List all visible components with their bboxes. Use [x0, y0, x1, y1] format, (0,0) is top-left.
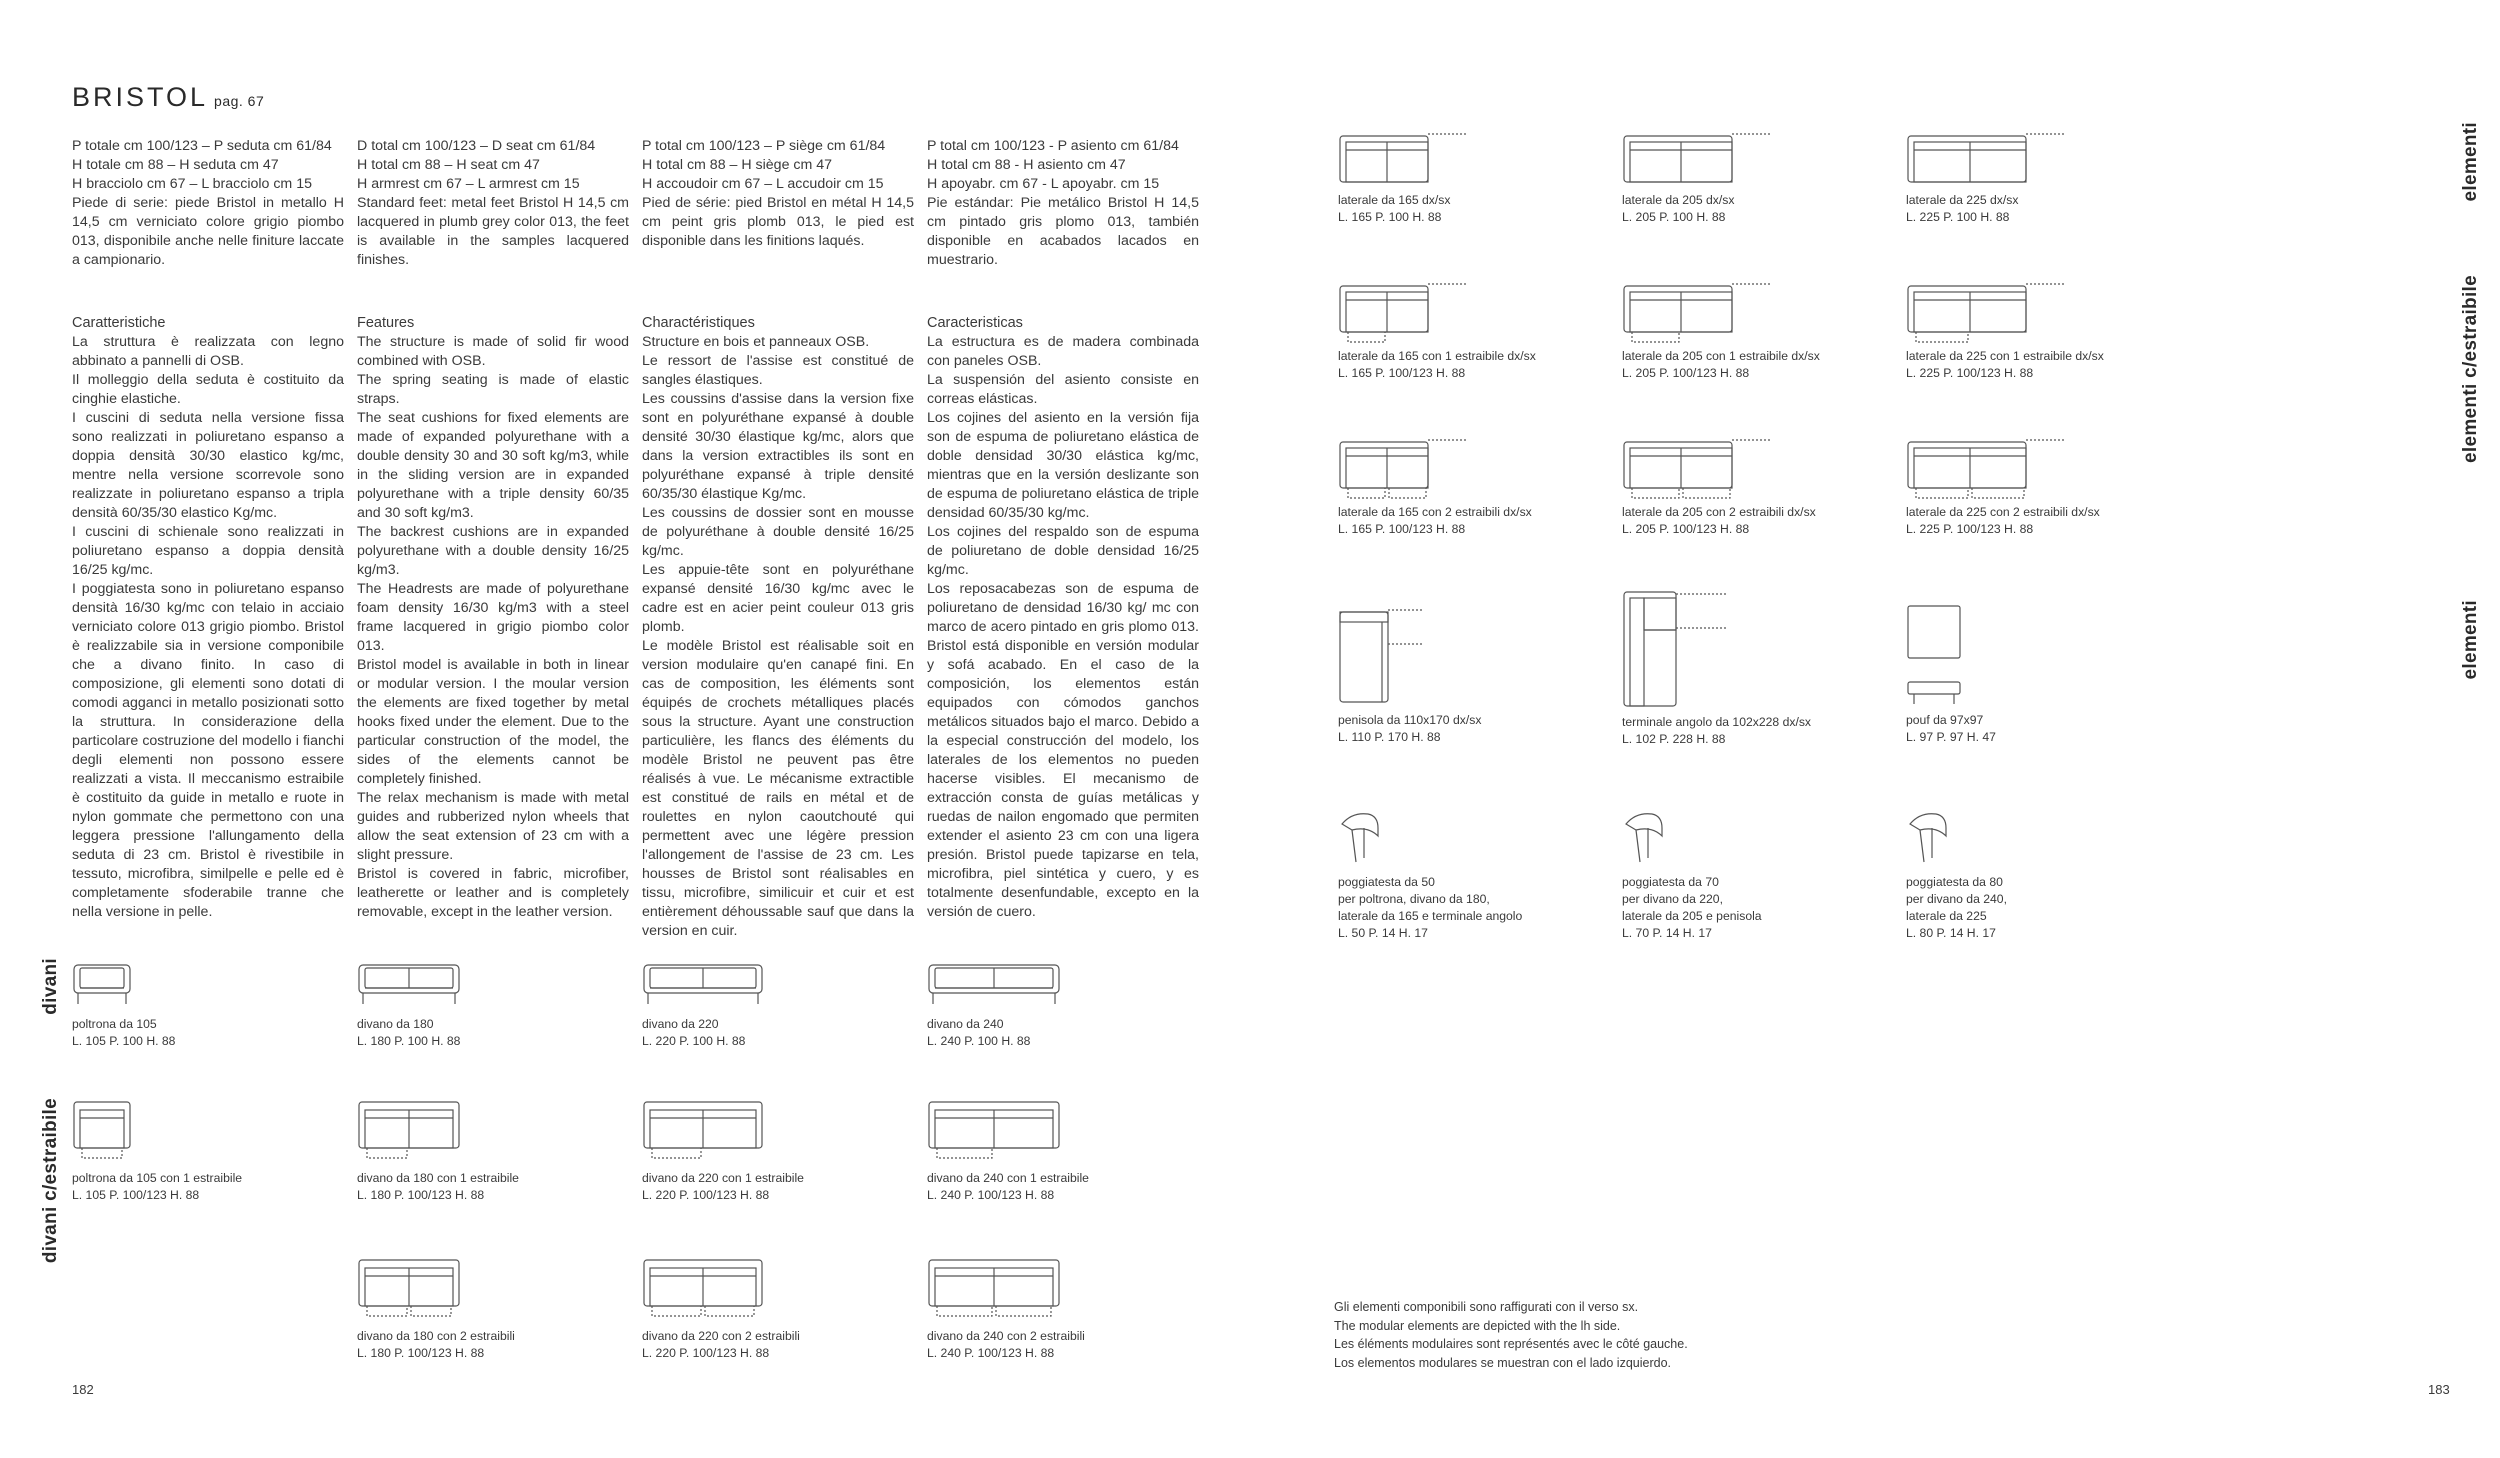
product-dims: L. 97 P. 97 H. 47 — [1906, 730, 1996, 744]
features-paragraph: I cuscini di schienale sono realizzati in poliuretano espanso a doppia densità 16/25 kg/mc. — [72, 524, 344, 578]
features-paragraph: La struttura è realizzata con legno abbinato a pannelli di OSB. — [72, 334, 344, 369]
product-dims: L. 180 P. 100 H. 88 — [357, 1034, 461, 1048]
spec-line: Pie estándar: Pie metálico Bristol H 14,5 cm pintado gris plomo 013, también disponible en acabados lacados en muestrario. — [927, 195, 1199, 268]
headrest-line: laterale da 205 e penisola — [1622, 909, 1762, 923]
product-terminale-angolo — [1622, 588, 1892, 748]
headrest-line: laterale da 165 e terminale angolo — [1338, 909, 1523, 923]
product-name: divano da 180 con 2 estraibili — [357, 1329, 515, 1343]
features-paragraph: Structure en bois et panneaux OSB. — [642, 334, 870, 350]
sofa-top-drawing — [357, 1258, 461, 1320]
modular-note — [1334, 1298, 1688, 1372]
product-dims: L. 225 P. 100/123 H. 88 — [1906, 366, 2034, 380]
product-divano-180 — [357, 960, 627, 1050]
product-dims: L. 205 P. 100 H. 88 — [1622, 210, 1726, 224]
features-paragraph: Le modèle Bristol est réalisable soit en version modulaire qu'en canapé fini. En cas de composition, les éléments sont équipés de crochets métalliques placés sous la structure. Ayant une construction particulière, les flancs des éléments du modèle Bristol ne peuvent pas être réalisés à vue. Le mécanisme extractible est constitué de rails en métal et de roulettes en nylon caoutchouté qui permettent avec une légère pression l'allongement de l'assise de 23 cm. Les housses de Bristol sont réalisables en tissu, microfibre, similicuir et cuir et est entièrement déhoussable sauf que dans la version en cuir. — [642, 638, 914, 939]
features-paragraph: The structure is made of solid fir wood combined with OSB. — [357, 334, 629, 369]
product-name: laterale da 165 con 2 estraibili dx/sx — [1338, 505, 1532, 519]
product-name: laterale da 165 dx/sx — [1338, 193, 1451, 207]
features-paragraph: Los cojines del asiento en la versión fija son de espuma de poliuretano elástica de doble densidad 30/30 elástica kg/mc, mientras que en la versión deslizante son de espuma de poliuretano elástica de triple densidad 60/35/30 kg/mc. — [927, 410, 1199, 521]
spec-line: P total cm 100/123 – P siège cm 61/84 — [642, 138, 886, 154]
product-dims: L. 180 P. 100/123 H. 88 — [357, 1346, 485, 1360]
product-dims: L. 110 P. 170 H. 88 — [1338, 730, 1441, 744]
element-top-drawing — [1338, 606, 1428, 708]
product-name: laterale da 165 con 1 estraibile dx/sx — [1338, 349, 1536, 363]
product-dims: L. 240 P. 100/123 H. 88 — [927, 1188, 1055, 1202]
headrest-dims: L. 70 P. 14 H. 17 — [1622, 926, 1712, 940]
product-laterale-225-2-estraibili — [1906, 436, 2176, 538]
side-label-elementi-estraibile: elementi c/estraibile — [2460, 275, 2481, 463]
headrest-drawing — [1906, 810, 1950, 866]
element-top-drawing — [1622, 130, 1772, 188]
product-name: pouf da 97x97 — [1906, 713, 1984, 727]
spec-column-fr — [642, 137, 914, 251]
headrest-line: laterale da 225 — [1906, 909, 1987, 923]
headrest-drawing — [1338, 810, 1382, 866]
product-dims: L. 240 P. 100/123 H. 88 — [927, 1346, 1055, 1360]
product-laterale-165-2-estraibili — [1338, 436, 1608, 538]
features-paragraph: Il molleggio della seduta è costituito da cinghie elastiche. — [72, 372, 344, 407]
side-label-divani-estraibile: divani c/estraibile — [40, 1098, 61, 1264]
element-top-drawing — [1622, 280, 1772, 344]
product-laterale-205-2-estraibili — [1622, 436, 1892, 538]
product-dims: L. 225 P. 100/123 H. 88 — [1906, 522, 2034, 536]
spec-line: H total cm 88 - H asiento cm 47 — [927, 157, 1126, 173]
page-ref: pag. 67 — [214, 93, 265, 109]
features-column-it — [72, 314, 344, 922]
headrest-line: per poltrona, divano da 180, — [1338, 892, 1490, 906]
sofa-top-drawing — [72, 1100, 132, 1162]
spec-line: H total cm 88 – H siège cm 47 — [642, 157, 833, 173]
note-line: Gli elementi componibili sono raffigurati con il verso sx. — [1334, 1300, 1639, 1314]
spec-line: H totale cm 88 – H seduta cm 47 — [72, 157, 279, 173]
page-number-right: 183 — [2428, 1382, 2450, 1397]
product-penisola — [1338, 606, 1608, 746]
element-top-drawing — [1622, 436, 1772, 500]
title-text: BRISTOL — [72, 82, 209, 112]
product-name: laterale da 205 con 2 estraibili dx/sx — [1622, 505, 1816, 519]
product-name: divano da 180 con 1 estraibile — [357, 1171, 519, 1185]
product-dims: L. 165 P. 100/123 H. 88 — [1338, 522, 1466, 536]
headrest-line: poggiatesta da 50 — [1338, 875, 1435, 889]
sofa-front-drawing — [642, 960, 764, 1008]
spec-line: D total cm 100/123 – D seat cm 61/84 — [357, 138, 596, 154]
spec-line: H apoyabr. cm 67 - L apoyabr. cm 15 — [927, 176, 1160, 192]
page-number-left: 182 — [72, 1382, 94, 1397]
product-poltrona-105 — [72, 960, 342, 1050]
product-poggiatesta-50 — [1338, 810, 1608, 942]
product-dims: L. 220 P. 100/123 H. 88 — [642, 1188, 770, 1202]
spec-line: H total cm 88 – H seat cm 47 — [357, 157, 540, 173]
features-paragraph: La estructura es de madera combinada con paneles OSB. — [927, 334, 1199, 369]
features-heading: Charactéristiques — [642, 315, 755, 331]
product-laterale-165-estraibile — [1338, 280, 1608, 382]
product-laterale-225 — [1906, 130, 2176, 226]
product-dims: L. 105 P. 100/123 H. 88 — [72, 1188, 200, 1202]
element-top-drawing — [1338, 130, 1468, 188]
product-dims: L. 180 P. 100/123 H. 88 — [357, 1188, 485, 1202]
spec-column-en — [357, 137, 629, 270]
product-dims: L. 225 P. 100 H. 88 — [1906, 210, 2010, 224]
sofa-top-drawing — [642, 1100, 764, 1162]
spec-line: Piede di serie: piede Bristol in metallo H 14,5 cm verniciato colore grigio piombo 013, disponibile anche nelle finiture laccate a campionario. — [72, 195, 344, 268]
product-dims: L. 205 P. 100/123 H. 88 — [1622, 522, 1750, 536]
headrest-line: per divano da 220, — [1622, 892, 1723, 906]
product-name: poltrona da 105 — [72, 1017, 157, 1031]
features-heading: Features — [357, 315, 415, 331]
headrest-line: poggiatesta da 80 — [1906, 875, 2003, 889]
product-name: divano da 180 — [357, 1017, 434, 1031]
features-paragraph: Le ressort de l'assise est constitué de sangles élastiques. — [642, 353, 914, 388]
headrest-line: poggiatesta da 70 — [1622, 875, 1719, 889]
product-name: laterale da 225 dx/sx — [1906, 193, 2019, 207]
features-paragraph: La suspensión del asiento consiste en correas elásticas. — [927, 372, 1199, 407]
product-dims: L. 220 P. 100 H. 88 — [642, 1034, 746, 1048]
features-paragraph: Bristol model is available in both in linear or modular version. I the moular version the elements are fixed together by metal hooks fixed under the element. Due to the particular construction of the model, the sides of the elements cannot be completely finished. — [357, 657, 629, 787]
product-name: divano da 240 con 1 estraibile — [927, 1171, 1089, 1185]
element-top-drawing — [1338, 280, 1468, 344]
sofa-top-drawing — [357, 1100, 461, 1162]
sofa-front-drawing — [927, 960, 1061, 1008]
product-name: divano da 240 con 2 estraibili — [927, 1329, 1085, 1343]
side-label-elementi: elementi — [2460, 122, 2481, 202]
product-divano-180-estraibile — [357, 1100, 627, 1204]
features-heading: Caracteristicas — [927, 315, 1023, 331]
note-line: Los elementos modulares se muestran con el lado izquierdo. — [1334, 1355, 1671, 1370]
product-name: laterale da 205 dx/sx — [1622, 193, 1735, 207]
features-heading: Caratteristiche — [72, 315, 166, 331]
spec-column-es — [927, 137, 1199, 270]
headrest-line: per divano da 240, — [1906, 892, 2007, 906]
product-dims: L. 220 P. 100/123 H. 88 — [642, 1346, 770, 1360]
product-name: laterale da 205 con 1 estraibile dx/sx — [1622, 349, 1820, 363]
product-divano-220-estraibile — [642, 1100, 912, 1204]
product-name: divano da 220 — [642, 1017, 719, 1031]
spec-line: H bracciolo cm 67 – L bracciolo cm 15 — [72, 176, 312, 192]
spec-line: P total cm 100/123 - P asiento cm 61/84 — [927, 138, 1179, 154]
product-name: penisola da 110x170 dx/sx — [1338, 713, 1482, 727]
spec-column-it — [72, 137, 344, 270]
product-divano-220 — [642, 960, 912, 1050]
spec-line: H accoudoir cm 67 – L accudoir cm 15 — [642, 176, 884, 192]
product-dims: L. 165 P. 100 H. 88 — [1338, 210, 1442, 224]
product-name: divano da 240 — [927, 1017, 1004, 1031]
element-top-drawing — [1906, 436, 2066, 500]
features-column-en — [357, 314, 629, 922]
features-column-fr — [642, 314, 914, 941]
product-name: laterale da 225 con 1 estraibile dx/sx — [1906, 349, 2104, 363]
product-divano-240-2-estraibili — [927, 1258, 1197, 1362]
product-dims: L. 205 P. 100/123 H. 88 — [1622, 366, 1750, 380]
side-label-elementi-2: elementi — [2460, 600, 2481, 680]
sofa-top-drawing — [642, 1258, 764, 1320]
product-laterale-225-estraibile — [1906, 280, 2176, 382]
product-divano-240-estraibile — [927, 1100, 1197, 1204]
features-paragraph: The relax mechanism is made with metal guides and rubberized nylon wheels that allow the seat extension of 23 cm with a slight pressure. — [357, 790, 629, 863]
sofa-top-drawing — [927, 1258, 1061, 1320]
spec-line: H armrest cm 67 – L armrest cm 15 — [357, 176, 580, 192]
product-dims: L. 102 P. 228 H. 88 — [1622, 732, 1726, 746]
element-top-drawing — [1906, 280, 2066, 344]
product-poggiatesta-80 — [1906, 810, 2176, 942]
note-line: Les éléments modulaires sont représentés avec le côté gauche. — [1334, 1337, 1688, 1351]
product-name: poltrona da 105 con 1 estraibile — [72, 1171, 243, 1185]
features-paragraph: Les coussins de dossier sont en mousse de polyuréthane à double densité 16/25 kg/mc. — [642, 505, 914, 559]
features-paragraph: The spring seating is made of elastic straps. — [357, 372, 629, 407]
features-paragraph: Los reposacabezas son de espuma de poliuretano de densidad 16/30 kg/ mc con marco de acero pintado en gris plomo 013. Bristol está disponible en versión modular y sofá acabado. En el caso de la composición, los elementos están equipados con cómodos ganchos metálicos situados bajo el marco. Debido a la especial construcción del modelo, los laterales de los elementos no pueden hacerse visibles. El mecanismo de extracción consta de guías metálicas y ruedas de nailon engomado que permiten extender el asiento 23 cm con una ligera presión. Bristol puede tapizarse en tela, microfibra, piel sintética y cuero, y es totalmente desenfundable, excepto en la versión de cuero. — [927, 581, 1199, 920]
product-divano-240 — [927, 960, 1197, 1050]
product-divano-180-2-estraibili — [357, 1258, 627, 1362]
features-paragraph: The seat cushions for fixed elements are made of expanded polyurethane with a double density 30 and 30 soft kg/m3, while in the sliding version are in expanded polyurethane with a triple density 60/35 and 30 soft kg/m3. — [357, 410, 629, 521]
product-name: divano da 220 con 2 estraibili — [642, 1329, 800, 1343]
features-paragraph: I poggiatesta sono in poliuretano espanso densità 16/30 kg/mc con telaio in acciaio verniciato colore 013 grigio piombo. Bristol è realizzabile sia in versione componibile che a divano finito. In caso di composizione, gli elementi sono dotati di comodi agganci in metallo posizionati sotto la struttura. In considerazione della particolare costruzione del modello i fianchi degli elementi non possono essere realizzati a vista. Il meccanismo estraibile è costituito da guide in metallo e ruote in nylon gommate che permettono con una leggera pressione l'allungamento della seduta di 23 cm. Bristol è rivestibile in tessuto, microfibra, similpelle e pelle ed è completamente sfoderabile tranne che nella versione in pelle. — [72, 581, 344, 920]
features-paragraph: I cuscini di seduta nella versione fissa sono realizzati in poliuretano espanso a doppia densità 30/30 elastico kg/mc, mentre nella versione scorrevole sono realizzate in poliuretano espanso a tripla densità 60/35/30 elastico Kg/mc. — [72, 410, 344, 521]
features-paragraph: Bristol is covered in fabric, microfiber, leatherette or leather and is completely removable, except in the leather version. — [357, 866, 629, 920]
product-pouf — [1906, 604, 2176, 746]
features-paragraph: The backrest cushions are in expanded polyurethane with a double density 16/25 kg/m3. — [357, 524, 629, 578]
headrest-drawing — [1622, 810, 1666, 866]
product-dims: L. 105 P. 100 H. 88 — [72, 1034, 176, 1048]
element-top-drawing — [1906, 130, 2066, 188]
product-name: laterale da 225 con 2 estraibili dx/sx — [1906, 505, 2100, 519]
features-paragraph: The Headrests are made of polyurethane foam density 16/30 kg/m3 with a steel frame lacquered in grigio piombo color 013. — [357, 581, 629, 654]
product-laterale-165 — [1338, 130, 1608, 226]
product-laterale-205-estraibile — [1622, 280, 1892, 382]
product-name: terminale angolo da 102x228 dx/sx — [1622, 715, 1812, 729]
sofa-front-drawing — [357, 960, 461, 1008]
features-paragraph: Les coussins d'assise dans la version fixe sont en polyuréthane expansé à double densité 30/30 élastique kg/mc, alors que dans la version extractibles ils sont en polyuréthane expansé à triple densité 60/35/30 élastique Kg/mc. — [642, 391, 914, 502]
product-poggiatesta-70 — [1622, 810, 1892, 942]
product-dims: L. 165 P. 100/123 H. 88 — [1338, 366, 1466, 380]
product-divano-220-2-estraibili — [642, 1258, 912, 1362]
features-column-es — [927, 314, 1199, 922]
element-top-drawing — [1338, 436, 1468, 500]
pouf-drawing — [1906, 604, 1966, 708]
spec-line: Pied de série: pied Bristol en métal H 14,5 cm peint gris plomb 013, le pied est disponible dans les finitions laqués. — [642, 195, 914, 249]
spec-line: P totale cm 100/123 – P seduta cm 61/84 — [72, 138, 332, 154]
product-poltrona-105-estraibile — [72, 1100, 342, 1204]
sofa-front-drawing — [72, 960, 132, 1008]
sofa-top-drawing — [927, 1100, 1061, 1162]
product-laterale-205 — [1622, 130, 1892, 226]
element-top-drawing — [1622, 588, 1732, 710]
side-label-divani: divani — [40, 958, 61, 1015]
headrest-dims: L. 80 P. 14 H. 17 — [1906, 926, 1996, 940]
product-dims: L. 240 P. 100 H. 88 — [927, 1034, 1031, 1048]
spec-line: Standard feet: metal feet Bristol H 14,5 cm lacquered in plumb grey color 013, the feet is available in the samples lacquered finishes. — [357, 195, 629, 268]
product-name: divano da 220 con 1 estraibile — [642, 1171, 804, 1185]
features-paragraph: Les appuie-tête sont en polyuréthane expansé densité 16/30 kg/mc avec le cadre est en acier peint couleur 013 gris plomb. — [642, 562, 914, 635]
features-paragraph: Los cojines del respaldo son de espuma de poliuretano de doble densidad 16/25 kg/mc. — [927, 524, 1199, 578]
headrest-dims: L. 50 P. 14 H. 17 — [1338, 926, 1428, 940]
page-title — [72, 82, 264, 113]
note-line: The modular elements are depicted with the lh side. — [1334, 1318, 1621, 1333]
